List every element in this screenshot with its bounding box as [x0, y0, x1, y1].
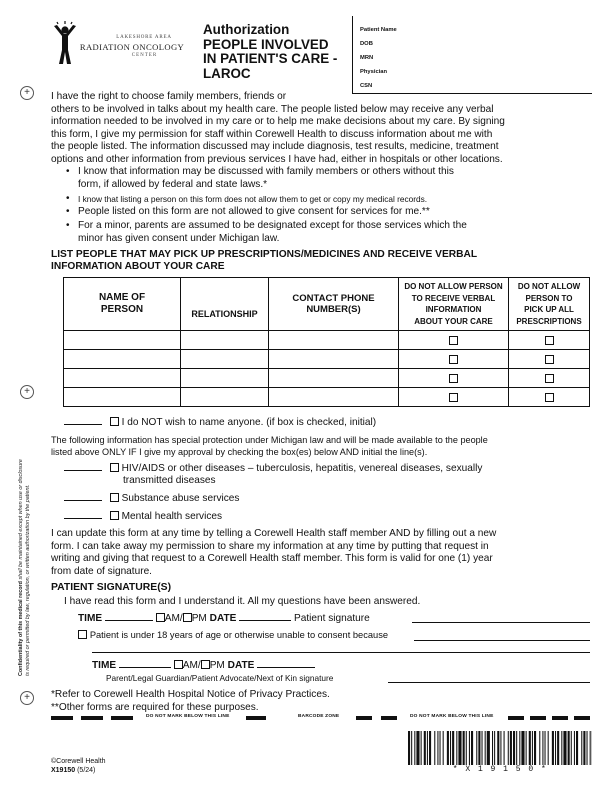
pm-label: PM [209, 660, 225, 671]
barcode-bar [571, 731, 572, 765]
barcode-bar [587, 731, 588, 765]
barcode-bar [590, 731, 591, 765]
bullet-icon: • [66, 220, 70, 231]
phone-cell[interactable] [269, 331, 399, 350]
no-prescriptions-checkbox[interactable] [545, 336, 554, 345]
signature-heading: PATIENT SIGNATURE(S) [51, 582, 172, 593]
barcode-bar [576, 731, 578, 765]
pm-label: PM [191, 613, 207, 624]
barcode-bar [542, 731, 543, 765]
person-name-cell[interactable] [64, 350, 181, 369]
table-row [64, 331, 590, 350]
list-section-title [51, 249, 477, 274]
barcode-bar [497, 731, 499, 765]
bullet-line: form, if allowed by federal and state laws.* [78, 178, 268, 190]
barcode-bar [429, 731, 431, 765]
barcode-bar [450, 731, 451, 765]
mental-checkbox[interactable] [110, 511, 119, 520]
barcode-bar [482, 731, 483, 765]
bullet-icon: • [66, 166, 70, 177]
guardian-time-field[interactable] [119, 659, 171, 668]
date-label: DATE [209, 613, 237, 624]
person-name-cell[interactable] [64, 388, 181, 407]
barcode-bar [476, 731, 477, 765]
special-line: listed above ONLY IF I give my approval by checking the box(es) below AND initial the line(s). [51, 447, 428, 457]
substance-checkbox[interactable] [110, 493, 119, 502]
bullet-icon: • [66, 206, 70, 217]
confidentiality-notice: Confidentiality of this medical record shall be maintained except when use or disclosure is required or permitted by law, regulation, or written authorization by the patient. [18, 459, 31, 676]
hiv-label-continued: transmitted diseases [123, 475, 216, 486]
barcode-bar [487, 731, 490, 765]
barcode-bar [529, 731, 531, 765]
barcode-bar [555, 731, 556, 765]
barcode-bar [539, 731, 540, 765]
no-verbal-checkbox[interactable] [449, 355, 458, 364]
barcode-bar [563, 731, 566, 765]
intro-line: the people listed. The information discussed may include diagnosis, test results, medicine, treatment [51, 141, 499, 153]
col-header-no-verbal: DO NOT ALLOW PERSON TO RECEIVE VERBAL INFORMATION ABOUT YOUR CARE [399, 278, 509, 331]
update-line: from date of signature. [51, 565, 152, 577]
title-line-4: LAROC [203, 65, 251, 81]
bullet-line: I know that listing a person on this form does not allow them to get or copy my medical records. [78, 194, 428, 204]
strip-bar [111, 716, 133, 720]
plus-marker-icon: + [20, 385, 34, 399]
mrn-label: MRN [360, 55, 374, 61]
col-header-name: NAME OF PERSON [64, 278, 181, 331]
special-protection-text [51, 434, 601, 458]
am-label: AM/ [164, 613, 183, 624]
plus-marker-icon: + [20, 691, 34, 705]
footnote: *Refer to Corewell Health Hospital Notice of Privacy Practices. [51, 689, 330, 700]
bullet-line: minor has given consent under Michigan law. [78, 232, 280, 244]
plus-marker-icon: + [20, 86, 34, 100]
no-prescriptions-checkbox[interactable] [545, 393, 554, 402]
dob-label: DOB [360, 41, 373, 47]
barcode-bar [521, 731, 524, 765]
update-line: form. I can take away my permission to share my information at any time by putting that request in [51, 540, 489, 552]
time-label: TIME [92, 660, 117, 671]
no-name-checkbox[interactable] [110, 417, 119, 426]
hiv-initial-line[interactable] [64, 462, 102, 471]
barcode-bar [411, 731, 412, 765]
guardian-signature-row [92, 659, 315, 673]
col-header-phone: CONTACT PHONE NUMBER(S) [269, 278, 399, 331]
form-title [203, 23, 337, 81]
bullet-item [78, 194, 593, 205]
barcode-bar [437, 731, 438, 765]
update-line: I can update this form at any time by telling a Corewell Health staff member AND by filling out a new [51, 528, 497, 539]
special-option-mental [64, 510, 222, 524]
list-title-line: LIST PEOPLE THAT MAY PICK UP PRESCRIPTIONS/MEDICINES AND RECEIVE VERBAL [51, 249, 478, 260]
intro-line: others to be involved in talks about my health care. The people listed below may receive any verbal [51, 103, 494, 115]
barcode-bar [492, 731, 493, 765]
strip-label-right: DO NOT MARK BELOW THIS LINE [410, 714, 494, 719]
barcode-bar [508, 731, 509, 765]
barcode-bar [510, 731, 512, 765]
hiv-label: HIV/AIDS or other diseases – tuberculosis, hepatitis, venereal diseases, sexually [121, 463, 483, 474]
logo-line2: RADIATION ONCOLOGY [79, 42, 185, 52]
barcode-bar [443, 731, 444, 765]
no-name-option [64, 416, 376, 430]
barcode-bar [485, 731, 486, 765]
people-table [63, 277, 590, 407]
no-prescriptions-checkbox[interactable] [545, 355, 554, 364]
barcode-bar [561, 731, 562, 765]
intro-line: I have the right to choose family members, friends or [51, 91, 287, 102]
mental-initial-line[interactable] [64, 510, 102, 519]
no-verbal-checkbox[interactable] [449, 336, 458, 345]
barcode-bar [466, 731, 467, 765]
guardian-signature-line[interactable] [388, 682, 590, 683]
minor-reason-line[interactable] [414, 640, 590, 641]
table-row [64, 350, 590, 369]
intro-paragraph [51, 91, 596, 167]
barcode-bar [500, 731, 501, 765]
barcode-bar [583, 731, 585, 765]
guardian-am-checkbox[interactable] [174, 660, 183, 669]
strip-bar [356, 716, 372, 720]
time-field[interactable] [105, 612, 153, 621]
update-paragraph [51, 528, 601, 578]
substance-label: Substance abuse services [121, 493, 240, 504]
list-title-line: INFORMATION ABOUT YOUR CARE [51, 261, 225, 273]
minor-reason-line-2[interactable] [92, 652, 590, 653]
barcode-bar [526, 731, 527, 765]
physician-label: Physician [360, 69, 388, 75]
person-name-cell[interactable] [64, 369, 181, 388]
barcode-bar [534, 731, 536, 765]
barcode-bar [548, 731, 549, 765]
strip-bar [530, 716, 546, 720]
barcode-bar [408, 731, 410, 765]
barcode-bar [471, 731, 473, 765]
relationship-cell[interactable] [181, 369, 269, 388]
intro-line: this form, I give my permission for staff within Corewell Health to discuss information about me with [51, 128, 493, 140]
bullet-line: For a minor, parents are assumed to be designated except for those services which the [78, 220, 467, 231]
patient-name-label: Patient Name [360, 27, 397, 33]
title-line-3: IN PATIENT'S CARE - [203, 51, 338, 67]
barcode-bar [552, 731, 554, 765]
mental-label: Mental health services [121, 511, 223, 522]
barcode-bar [504, 731, 505, 765]
strip-bar [508, 716, 524, 720]
date-label: DATE [227, 660, 255, 671]
strip-bar [552, 716, 568, 720]
footnote: **Other forms are required for these purposes. [51, 702, 259, 713]
relationship-cell[interactable] [181, 331, 269, 350]
barcode-bar [414, 731, 415, 765]
minor-label: Patient is under 18 years of age or otherwise unable to consent because [89, 630, 389, 640]
update-line: writing and giving that request to a Corewell Health staff member. This form is valid for one (1) year [51, 553, 493, 565]
table-row [64, 388, 590, 407]
logo [50, 20, 200, 80]
special-option-hiv [64, 462, 482, 476]
minor-row [78, 629, 388, 643]
guardian-signature-label: Parent/Legal Guardian/Patient Advocate/Next of Kin signature [106, 673, 334, 683]
strip-bar [574, 716, 590, 720]
barcode-bar [516, 731, 517, 765]
time-label: TIME [78, 613, 103, 624]
phone-cell[interactable] [269, 369, 399, 388]
barcode-bar [557, 731, 559, 765]
bullet-line: People listed on this form are not allowed to give consent for services for me.** [78, 206, 430, 217]
strip-bar [246, 716, 266, 720]
barcode-bar [447, 731, 449, 765]
relationship-cell[interactable] [181, 388, 269, 407]
csn-label: CSN [360, 83, 373, 89]
guardian-date-field[interactable] [257, 659, 315, 668]
barcode-bar [494, 731, 495, 765]
phone-cell[interactable] [269, 350, 399, 369]
pm-checkbox[interactable] [183, 613, 192, 622]
no-verbal-checkbox[interactable] [449, 393, 458, 402]
barcode [408, 731, 592, 767]
minor-checkbox[interactable] [78, 630, 87, 639]
bullet-item [78, 206, 593, 219]
barcode-bar [424, 731, 426, 765]
barcode-bar [568, 731, 570, 765]
no-verbal-checkbox[interactable] [449, 374, 458, 383]
strip-label-center: BARCODE ZONE [298, 714, 340, 719]
strip-bar [381, 716, 397, 720]
title-line-2: PEOPLE INVOLVED [203, 36, 329, 52]
phone-cell[interactable] [269, 388, 399, 407]
date-field[interactable] [239, 612, 291, 621]
am-label: AM/ [182, 660, 201, 671]
no-prescriptions-checkbox[interactable] [545, 374, 554, 383]
special-option-substance [64, 492, 239, 506]
barcode-bar [452, 731, 454, 765]
barcode-bar [427, 731, 428, 765]
col-header-no-prescriptions: DO NOT ALLOW PERSON TO PICK UP ALL PRESCRIPTIONS [509, 278, 590, 331]
barcode-bar [469, 731, 470, 765]
barcode-bar [440, 731, 441, 765]
barcode-bar [456, 731, 457, 765]
relationship-cell[interactable] [181, 350, 269, 369]
special-line: The following information has special protection under Michigan law and will be made available to the people [51, 435, 488, 445]
barcode-bar [581, 731, 582, 765]
col-header-relationship: RELATIONSHIP [181, 278, 269, 331]
barcode-text: * X 1 9 1 5 0 * [452, 765, 548, 774]
barcode-bar [416, 731, 419, 765]
barcode-bar [545, 731, 546, 765]
barcode-bar [513, 731, 515, 765]
strip-bar [81, 716, 103, 720]
bullet-item [78, 220, 593, 245]
am-checkbox[interactable] [156, 613, 165, 622]
substance-initial-line[interactable] [64, 492, 102, 501]
bullet-line: I know that information may be discussed with family members or others without this [78, 166, 454, 177]
strip-label-left: DO NOT MARK BELOW THIS LINE [146, 714, 230, 719]
table-row [64, 369, 590, 388]
barcode-bar [574, 731, 575, 765]
patient-signature-label: Patient signature [294, 613, 370, 624]
signature-statement: I have read this form and I understand it. All my questions have been answered. [64, 596, 421, 607]
bullet-icon: • [66, 193, 70, 204]
bullet-item [78, 166, 593, 191]
no-name-label: I do NOT wish to name anyone. (if box is checked, initial) [121, 417, 377, 428]
barcode-bar [532, 731, 533, 765]
logo-line3: C E N T E R [131, 53, 157, 58]
barcode-bar [478, 731, 480, 765]
copyright: ©Corewell Health [51, 758, 106, 765]
logo-line1: LAKESHORE AREA [116, 35, 172, 40]
barcode-bar [463, 731, 465, 765]
barcode-bar [519, 731, 520, 765]
patient-signature-line[interactable] [412, 622, 590, 623]
title-line-1: Authorization [203, 22, 290, 37]
guardian-pm-checkbox[interactable] [201, 660, 210, 669]
person-name-cell[interactable] [64, 331, 181, 350]
barcode-bar [421, 731, 422, 765]
strip-bar [51, 716, 73, 720]
barcode-bar [458, 731, 461, 765]
intro-line: information needed to be involved in my care or to help me make decisions about my care. By signing [51, 116, 505, 128]
no-name-initial-line[interactable] [64, 416, 102, 425]
patient-signature-row [78, 612, 370, 626]
hiv-checkbox[interactable] [110, 463, 119, 472]
barcode-bar [434, 731, 435, 765]
intro-line: options and other information from previous services I have had, either in hospitals or other locations. [51, 153, 503, 165]
form-number: X19150 (5/24) [51, 767, 96, 774]
